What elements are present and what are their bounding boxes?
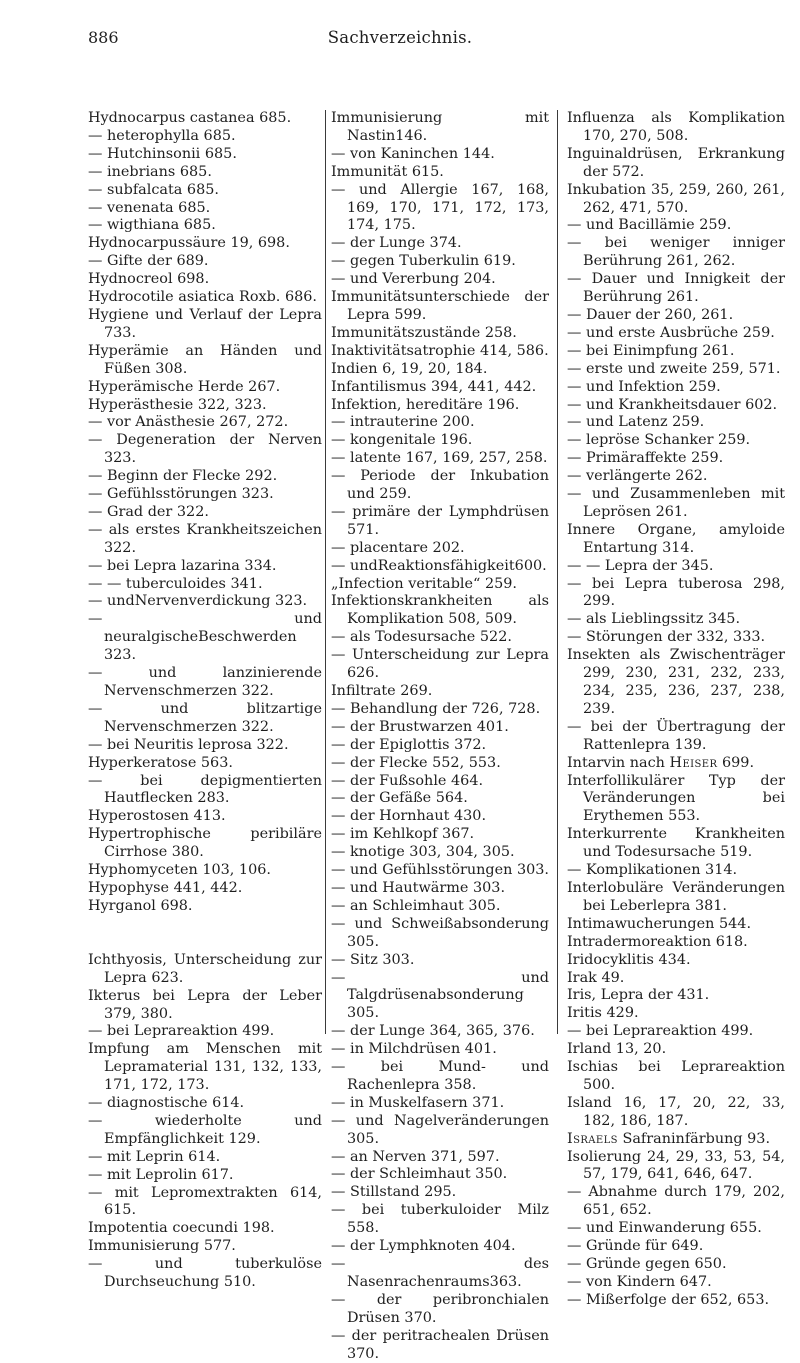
index-entry: — der Flecke 552, 553. <box>331 754 501 771</box>
index-entry: — lepröse Schanker 259. <box>567 432 751 449</box>
index-entry: — und Schweißabsonderung 305. <box>331 915 549 950</box>
index-entry: — Primäraffekte 259. <box>567 450 724 467</box>
index-entry: Iritis 429. <box>567 1005 639 1022</box>
index-entry: Inguinaldrüsen, Erkrankung der 572. <box>567 145 785 180</box>
section-gap <box>88 916 322 952</box>
index-entry: Hydnocreol 698. <box>88 271 210 288</box>
index-entry: Hyperämie an Händen und Füßen 308. <box>88 342 322 377</box>
index-entry: — Dauer und Innigkeit der Berührung 261. <box>567 271 785 306</box>
index-entry: — Stillstand 295. <box>331 1184 457 1201</box>
index-entry: Hyrganol 698. <box>88 897 193 914</box>
index-entry: Inkubation 35, 259, 260, 261, 262, 471, 570. <box>567 181 785 216</box>
index-entry: Ischias bei Leprareaktion 500. <box>567 1059 785 1093</box>
index-entry: — intrauterine 200. <box>331 414 475 431</box>
index-entry: — verlängerte 262. <box>567 468 708 485</box>
index-entry: Israels Safraninfärbung 93. <box>567 1130 771 1147</box>
index-entry: — Grad der 322. <box>88 503 209 520</box>
index-entry: — Komplikationen 314. <box>567 862 738 879</box>
index-entry: „Infection veritable“ 259. <box>331 575 517 592</box>
index-entry: — Gründe gegen 650. <box>567 1256 727 1272</box>
index-entry: — bei Lepra lazarina 334. <box>88 557 277 574</box>
index-entry: — bei der Übertragung der Rattenlepra 139. <box>567 718 785 753</box>
index-entry: — bei Neuritis leprosa 322. <box>88 736 289 753</box>
index-entry: — an Schleimhaut 305. <box>331 897 501 914</box>
index-entry: Hyperostosen 413. <box>88 808 226 825</box>
page-header <box>0 28 800 50</box>
index-entry: — mit Leprolin 617. <box>88 1166 234 1183</box>
index-entry: — der Schleimhaut 350. <box>331 1166 508 1183</box>
index-entry: — der Lymphknoten 404. <box>331 1238 516 1255</box>
index-entry: — und Hautwärme 303. <box>331 879 506 896</box>
index-entry: Interlobuläre Veränderungen bei Leberlepra 381. <box>567 879 785 914</box>
column-divider <box>557 110 558 1034</box>
index-entry: Innere Organe, amyloide Entartung 314. <box>567 521 785 556</box>
index-entry: Immunisierung 577. <box>88 1238 236 1255</box>
index-entry: — Abnahme durch 179, 202, 651, 652. <box>567 1184 785 1219</box>
index-entry: — der Hornhaut 430. <box>331 808 487 825</box>
index-entry: Iridocyklitis 434. <box>567 951 691 968</box>
index-column-middle <box>331 110 549 1363</box>
index-entry: — undReaktionsfähigkeit600. <box>331 557 547 574</box>
index-entry: — als Todesursache 522. <box>331 629 512 646</box>
index-entry: — Störungen der 332, 333. <box>567 629 766 646</box>
index-entry: — der Brustwarzen 401. <box>331 718 509 735</box>
running-title: Sachverzeichnis. <box>327 28 473 47</box>
index-entry: — und neuralgischeBeschwerden 323. <box>88 611 322 664</box>
index-entry: Impfung am Menschen mit Lepramaterial 131, 132, 133, 171, 172, 173. <box>88 1041 322 1094</box>
index-entry: — erste und zweite 259, 571. <box>567 360 781 377</box>
index-entry: — der Lunge 374. <box>331 235 462 252</box>
index-entry: — der Lunge 364, 365, 376. <box>331 1023 535 1040</box>
index-entry: Hyperkeratose 563. <box>88 754 233 771</box>
index-entry: — im Kehlkopf 367. <box>331 826 475 843</box>
index-entry: Ichthyosis, Unterscheidung zur Lepra 623. <box>88 951 322 986</box>
index-entry: Intimawucherungen 544. <box>567 915 752 932</box>
index-entry: Indien 6, 19, 20, 184. <box>331 360 488 377</box>
index-entry: Influenza als Komplikation 170, 270, 508. <box>567 110 785 144</box>
index-entry: Hydnocarpussäure 19, 698. <box>88 235 290 252</box>
index-entry: Irak 49. <box>567 969 625 986</box>
index-entry: — wigthiana 685. <box>88 217 216 234</box>
index-entry: — von Kindern 647. <box>567 1273 712 1290</box>
index-entry: — und Zusammenleben mit Leprösen 261. <box>567 486 785 520</box>
index-entry: Ikterus bei Lepra der Leber 379, 380. <box>88 987 322 1022</box>
index-entry: — Beginn der Flecke 292. <box>88 468 278 485</box>
index-entry: — und tuberkulöse Durchseuchung 510. <box>88 1256 322 1291</box>
index-entry: — knotige 303, 304, 305. <box>331 844 515 861</box>
index-entry: — bei Lepra tuberosa 298, 299. <box>567 575 785 610</box>
index-entry: — Periode der Inkubation und 259. <box>331 468 549 503</box>
index-entry: — Degeneration der Nerven 323. <box>88 432 322 467</box>
index-entry: Hypophyse 441, 442. <box>88 879 243 896</box>
index-entry: — Sitz 303. <box>331 951 415 968</box>
index-entry: — heterophylla 685. <box>88 127 236 144</box>
index-entry: — in Muskelfasern 371. <box>331 1094 505 1111</box>
column-divider <box>325 110 326 1034</box>
page-number: 886 <box>88 28 119 47</box>
index-entry: — der Epiglottis 372. <box>331 736 487 753</box>
index-entry: Impotentia coecundi 198. <box>88 1220 275 1237</box>
index-entry: — und erste Ausbrüche 259. <box>567 324 775 341</box>
index-entry: — — tuberculoides 341. <box>88 575 263 592</box>
index-entry: — Hutchinsonii 685. <box>88 145 237 162</box>
index-entry: Iris, Lepra der 431. <box>567 987 710 1004</box>
index-entry: Immunitätsunterschiede der Lepra 599. <box>331 289 549 323</box>
index-entry: — gegen Tuberkulin 619. <box>331 253 516 270</box>
index-entry: — primäre der Lymphdrüsen 571. <box>331 503 549 538</box>
index-entry: — subfalcata 685. <box>88 181 219 198</box>
index-entry: — der Fußsohle 464. <box>331 772 484 789</box>
index-column-left <box>88 110 322 1292</box>
index-entry: — und Bacillämie 259. <box>567 217 732 234</box>
index-entry: — Unterscheidung zur Lepra 626. <box>331 647 549 682</box>
index-entry: — und Gefühlsstörungen 303. <box>331 862 550 879</box>
index-entry: — bei Einimpfung 261. <box>567 342 735 359</box>
index-entry: Hyperästhesie 322, 323. <box>88 396 267 413</box>
index-entry: — mit Lepromextrakten 614, 615. <box>88 1184 322 1219</box>
index-entry: — und lanzinierende Nervenschmerzen 322. <box>88 665 322 699</box>
index-entry: Irland 13, 20. <box>567 1041 667 1058</box>
index-entry: — der peritrachealen Drüsen 370. <box>331 1327 549 1362</box>
index-entry: — und Nagelveränderungen 305. <box>331 1112 549 1147</box>
index-entry: — und Talgdrüsenabsonderung 305. <box>331 969 549 1022</box>
index-entry: Hygiene und Verlauf der Lepra 733. <box>88 306 322 341</box>
index-entry: — undNervenverdickung 323. <box>88 593 308 610</box>
index-entry: Hyphomyceten 103, 106. <box>88 862 271 879</box>
index-entry: — und Vererbung 204. <box>331 271 496 288</box>
index-entry: — und Latenz 259. <box>567 414 705 431</box>
index-entry: Hydrocotile asiatica Roxb. 686. <box>88 289 317 306</box>
index-entry: — bei Leprareaktion 499. <box>567 1023 754 1040</box>
index-entry: — kongenitale 196. <box>331 432 473 449</box>
index-entry: — mit Leprin 614. <box>88 1148 221 1165</box>
index-entry: — bei weniger inniger Berührung 261, 262. <box>567 235 785 270</box>
index-entry: Immunisierung mit Nastin146. <box>331 110 549 144</box>
index-entry: — diagnostische 614. <box>88 1095 245 1112</box>
index-entry: — — Lepra der 345. <box>567 557 714 574</box>
index-entry: — als erstes Krankheitszeichen 322. <box>88 521 322 556</box>
index-entry: — Gifte der 689. <box>88 253 209 270</box>
index-entry: — der Gefäße 564. <box>331 790 468 807</box>
index-entry: — inebrians 685. <box>88 163 212 180</box>
index-column-right <box>567 110 785 1310</box>
index-entry: Island 16, 17, 20, 22, 33, 182, 186, 187. <box>567 1094 785 1129</box>
index-entry: Insekten als Zwischenträger 299, 230, 231, 232, 233, 234, 235, 236, 237, 238, 239. <box>567 647 785 717</box>
index-entry: — von Kaninchen 144. <box>331 145 495 162</box>
index-entry: — placentare 202. <box>331 539 465 556</box>
index-entry: — Gefühlsstörungen 323. <box>88 486 274 503</box>
index-entry: — in Milchdrüsen 401. <box>331 1041 497 1058</box>
index-entry: — bei depigmentierten Hautflecken 283. <box>88 772 322 807</box>
index-entry: — und Allergie 167, 168, 169, 170, 171, 172, 173, 174, 175. <box>331 181 549 234</box>
index-entry: — bei tuberkuloider Milz 558. <box>331 1202 549 1237</box>
index-entry: Immunitätszustände 258. <box>331 324 517 341</box>
index-entry: — als Lieblingssitz 345. <box>567 611 741 628</box>
index-entry: — bei Mund- und Rachenlepra 358. <box>331 1059 549 1093</box>
index-entry: — Gründe für 649. <box>567 1238 704 1255</box>
index-entry: — und blitzartige Nervenschmerzen 322. <box>88 700 322 735</box>
index-entry: — bei Leprareaktion 499. <box>88 1023 275 1040</box>
index-entry: Isolierung 24, 29, 33, 53, 54, 57, 179, 641, 646, 647. <box>567 1148 785 1183</box>
index-entry: Inaktivitätsatrophie 414, 586. <box>331 342 549 359</box>
index-entry: Infektion, hereditäre 196. <box>331 396 520 413</box>
index-entry: — wiederholte und Empfänglichkeit 129. <box>88 1112 322 1147</box>
index-entry: Infiltrate 269. <box>331 683 433 699</box>
index-entry: — des Nasenrachenraums363. <box>331 1256 549 1290</box>
index-entry: — und Einwanderung 655. <box>567 1220 762 1237</box>
index-entry: Hydnocarpus castanea 685. <box>88 110 292 126</box>
index-entry: Immunität 615. <box>331 163 444 180</box>
index-entry: — Behandlung der 726, 728. <box>331 700 541 717</box>
index-entry: — Mißerfolge der 652, 653. <box>567 1291 770 1308</box>
index-entry: Interfollikulärer Typ der Veränderungen bei Erythemen 553. <box>567 772 785 825</box>
index-entry: Hyperämische Herde 267. <box>88 378 281 395</box>
index-entry: — vor Anästhesie 267, 272. <box>88 414 289 431</box>
index-entry: — und Infektion 259. <box>567 378 721 395</box>
index-entry: Infantilismus 394, 441, 442. <box>331 378 537 395</box>
index-entry: — latente 167, 169, 257, 258. <box>331 450 548 467</box>
index-entry: Infektionskrankheiten als Komplikation 508, 509. <box>331 593 549 628</box>
index-entry: — der peribronchialen Drüsen 370. <box>331 1291 549 1326</box>
index-entry: — und Krankheitsdauer 602. <box>567 396 778 413</box>
index-entry: Intradermoreaktion 618. <box>567 933 748 950</box>
index-entry: Hypertrophische peribiläre Cirrhose 380. <box>88 826 322 861</box>
index-entry: Interkurrente Krankheiten und Todesursache 519. <box>567 826 785 861</box>
index-entry: Intarvin nach Heiser 699. <box>567 754 755 771</box>
index-entry: — venenata 685. <box>88 199 211 216</box>
index-entry: — Dauer der 260, 261. <box>567 306 734 323</box>
index-entry: — an Nerven 371, 597. <box>331 1148 500 1165</box>
